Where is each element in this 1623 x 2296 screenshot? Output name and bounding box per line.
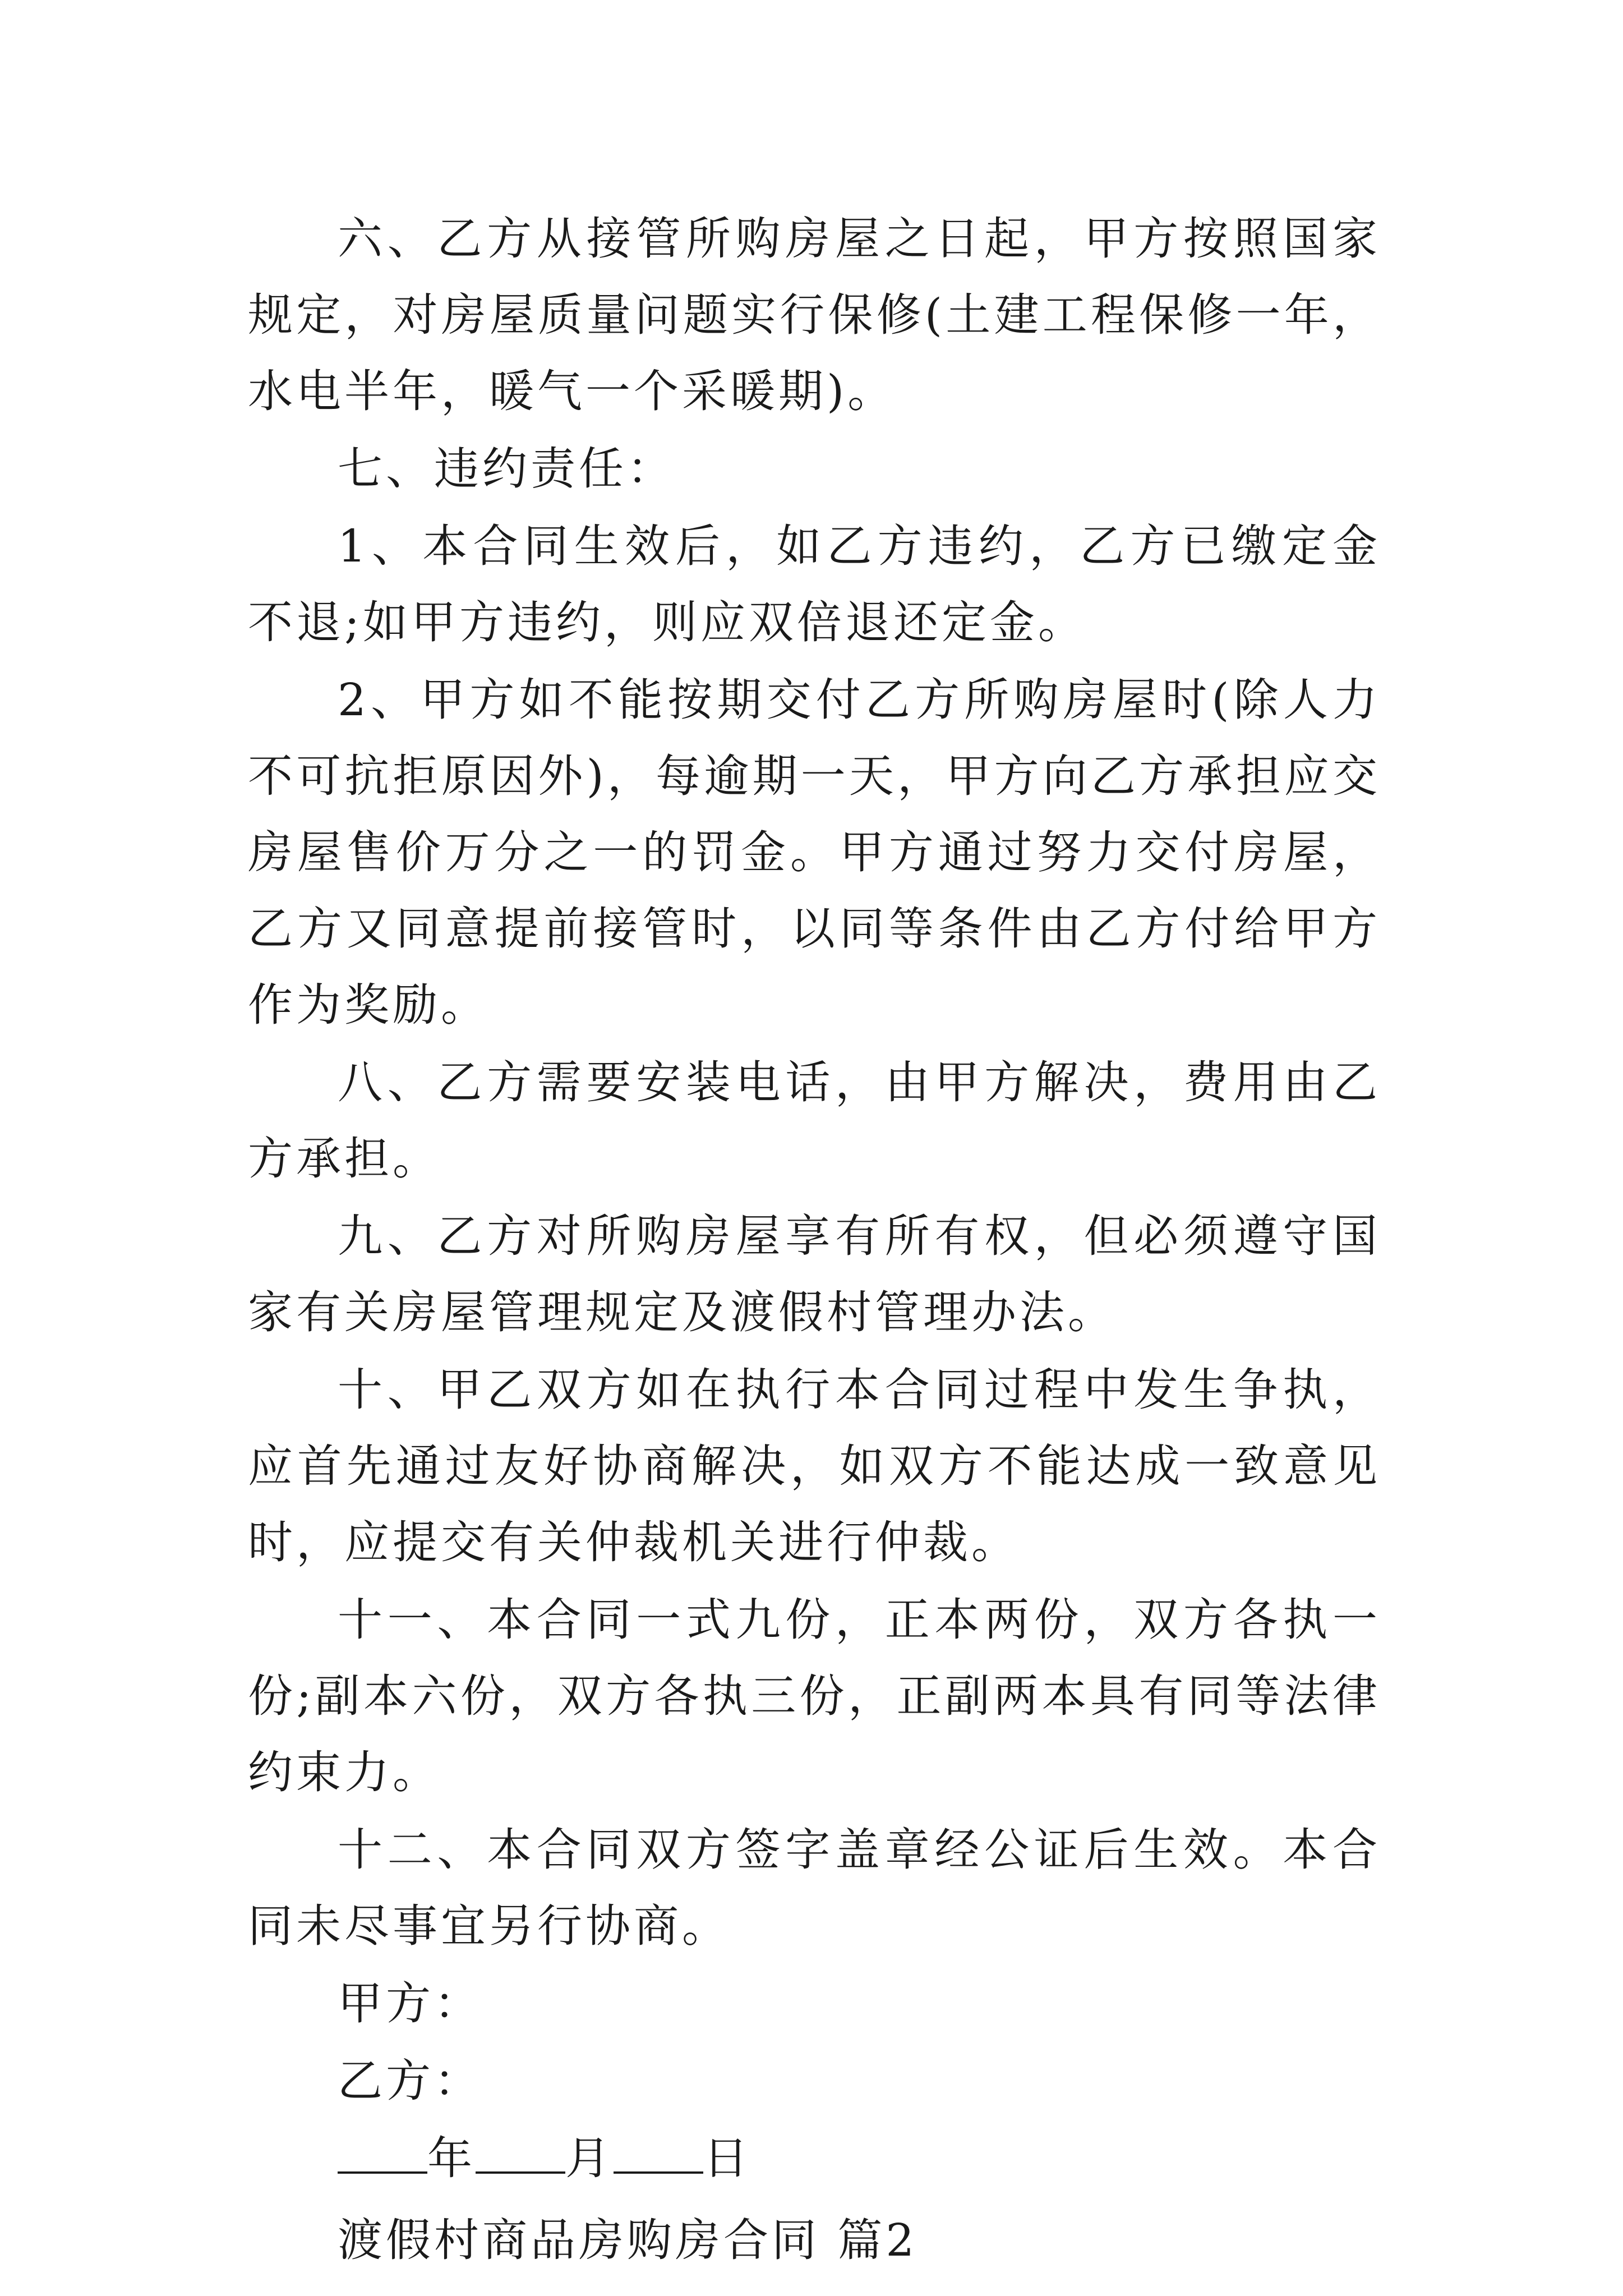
- clause-7-item-1: 1、本合同生效后，如乙方违约，乙方已缴定金不退;如甲方违约，则应双倍退还定金。: [248, 520, 1381, 648]
- clause-7-heading: 七、违约责任：: [338, 443, 675, 495]
- month-label: 月: [565, 2132, 614, 2184]
- day-blank: [614, 2128, 703, 2174]
- next-section-heading: 渡假村商品房购房合同 篇2: [338, 2214, 918, 2266]
- clause-6: 六、乙方从接管所购房屋之日起，甲方按照国家规定，对房屋质量问题实行保修(土建工程保修一年，水电半年，暖气一个采暖期)。: [248, 213, 1381, 417]
- clause-11: 十一、本合同一式九份，正本两份，双方各执一份;副本六份，双方各执三份，正副两本具有同等法律约束力。: [248, 1594, 1381, 1798]
- clause-12: 十二、本合同双方签字盖章经公证后生效。本合同未尽事宜另行协商。: [248, 1824, 1381, 1952]
- signing-date: [248, 2120, 1381, 2197]
- party-a-label: 甲方：: [338, 1977, 482, 2030]
- document-body: [248, 201, 1381, 2280]
- clause-9: 九、乙方对所购房屋享有所有权，但必须遵守国家有关房屋管理规定及渡假村管理办法。: [248, 1210, 1381, 1338]
- party-b-label: 乙方：: [338, 2055, 482, 2107]
- year-blank: [338, 2128, 427, 2174]
- day-label: 日: [703, 2132, 751, 2184]
- year-label: 年: [427, 2132, 476, 2184]
- month-blank: [476, 2128, 565, 2174]
- clause-8: 八、乙方需要安装电话，由甲方解决，费用由乙方承担。: [248, 1056, 1381, 1185]
- clause-7-item-2: 2、甲方如不能按期交付乙方所购房屋时(除人力不可抗拒原因外)，每逾期一天，甲方向乙方承担应交房屋售价万分之一的罚金。甲方通过努力交付房屋，乙方又同意提前接管时，以同等条件由乙方付给甲方作为奖励。: [248, 674, 1381, 1031]
- clause-10: 十、甲乙双方如在执行本合同过程中发生争执，应首先通过友好协商解决，如双方不能达成一致意见时，应提交有关仲裁机关进行仲裁。: [248, 1364, 1381, 1568]
